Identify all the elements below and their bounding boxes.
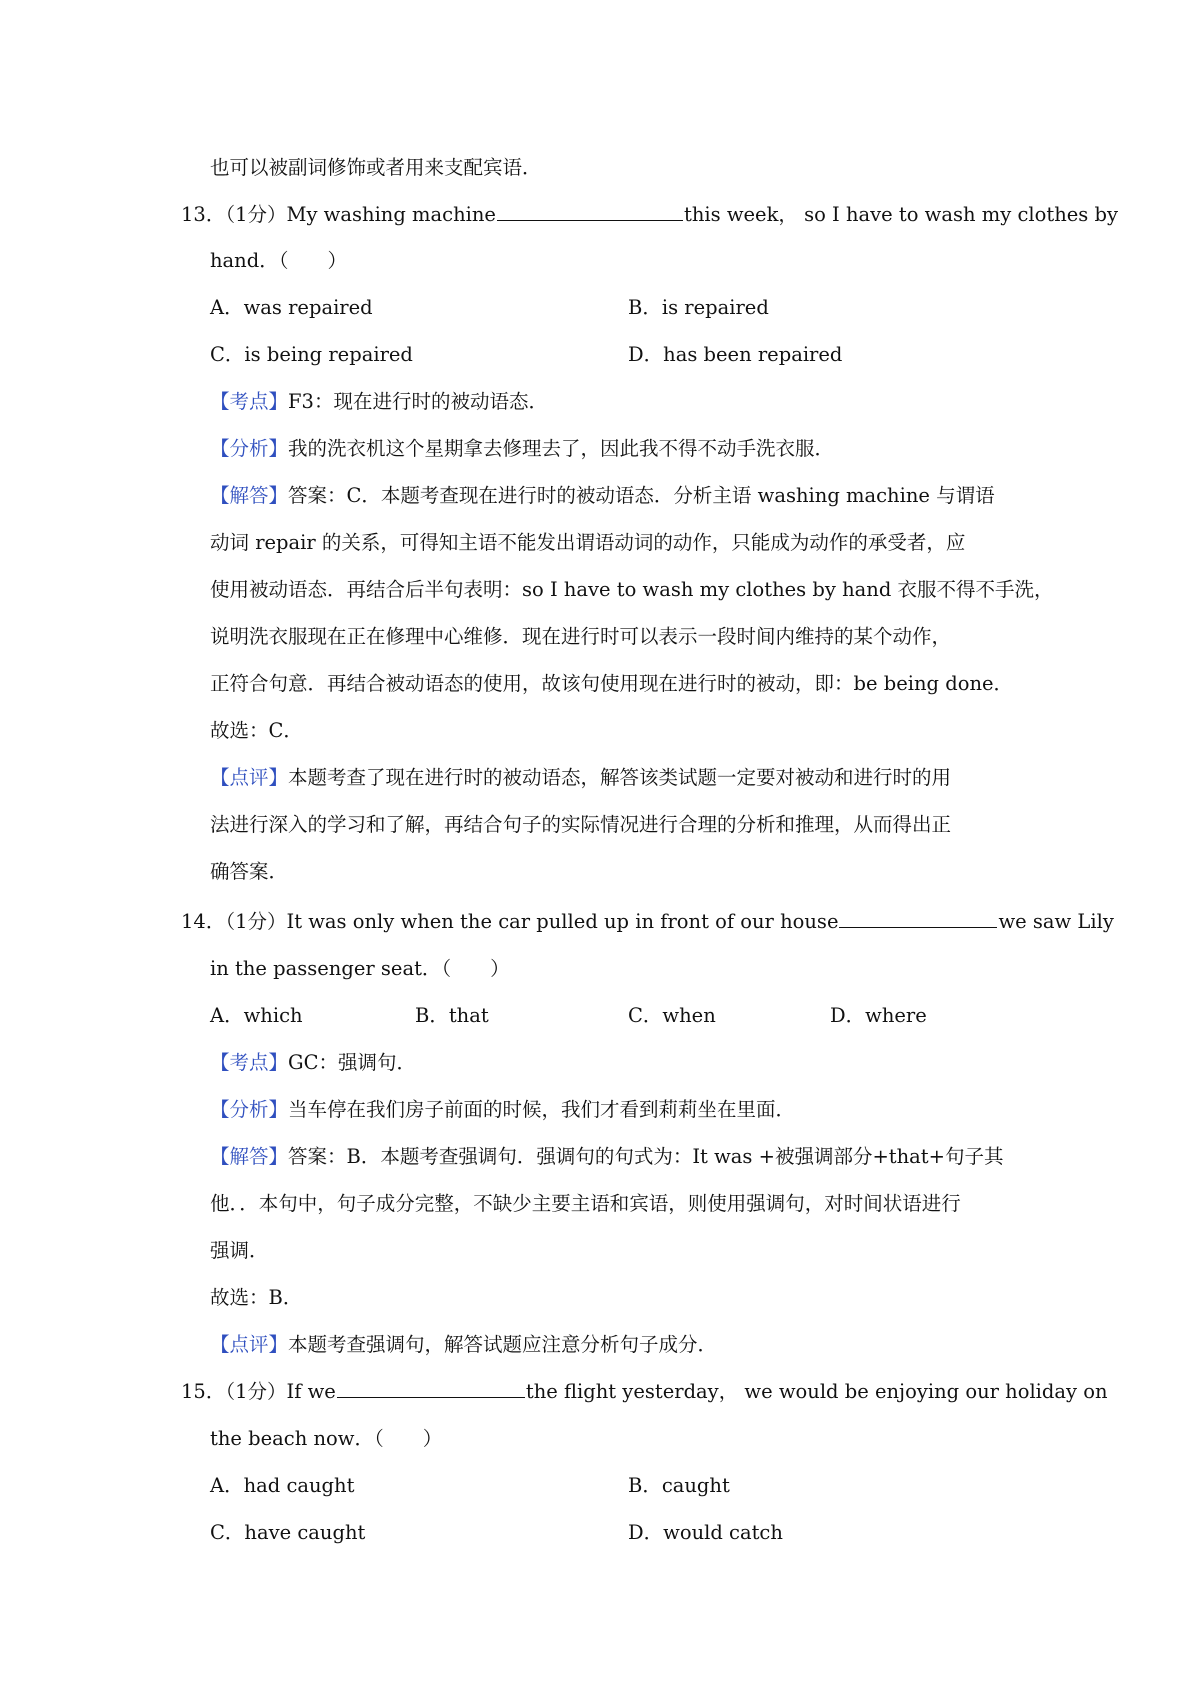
answer-blank — [497, 202, 683, 221]
q14-jieda-line-4: 故选：B． — [210, 1286, 303, 1309]
kaodian-tag: 【考点】 — [210, 390, 289, 413]
q13-kaodian: 【考点】F3：现在进行时的被动语态． — [210, 390, 548, 413]
question-score: （1分） — [225, 203, 287, 226]
q14-option-c[interactable]: C．when — [628, 1004, 716, 1027]
q15-option-d[interactable]: D．would catch — [628, 1521, 783, 1544]
jieda-tag: 【解答】 — [210, 484, 289, 507]
q13-option-b[interactable]: B．is repaired — [628, 296, 769, 319]
q13-jieda-line-6: 故选：C． — [210, 719, 303, 742]
q13-jieda-line-2: 动词 repair 的关系，可得知主语不能发出谓语动词的动作，只能成为动作的承受者，应 — [210, 531, 966, 554]
q14-kaodian: 【考点】GC：强调句． — [210, 1051, 417, 1074]
question-13-stem-line2: hand．（ ） — [210, 249, 347, 272]
q13-jieda-line-1: 【解答】答案：C．本题考查现在进行时的被动语态．分析主语 washing machine 与谓语 — [210, 484, 995, 507]
question-15-stem: 15．（1分）If we the flight yesterday， we would be enjoying our holiday on — [181, 1380, 1108, 1403]
q13-option-c[interactable]: C．is being repaired — [210, 343, 413, 366]
question-14-stem: 14．（1分）It was only when the car pulled up in front of our house we saw Lily — [181, 910, 1114, 933]
q13-jieda-line-3: 使用被动语态．再结合后半句表明：so I have to wash my clothes by hand 衣服不得不手洗， — [210, 578, 1054, 601]
q14-option-b[interactable]: B．that — [415, 1004, 489, 1027]
question-13-stem: 13．（1分）My washing machine this week， so I have to wash my clothes by — [181, 203, 1118, 226]
q13-dianping-line-2: 法进行深入的学习和了解，再结合句子的实际情况进行合理的分析和推理，从而得出正 — [210, 813, 952, 836]
jieda-tag: 【解答】 — [210, 1145, 289, 1168]
dianping-tag: 【点评】 — [210, 766, 289, 789]
q13-option-d[interactable]: D．has been repaired — [628, 343, 843, 366]
question-score: （1分） — [225, 910, 287, 933]
q14-option-a[interactable]: A．which — [210, 1004, 303, 1027]
intro-line: 也可以被副词修饰或者用来支配宾语． — [210, 156, 542, 179]
q14-dianping: 【点评】本题考查强调句，解答试题应注意分析句子成分． — [210, 1333, 718, 1356]
question-number: 14． — [181, 910, 226, 933]
q13-jieda-line-5: 正符合句意．再结合被动语态的使用，故该句使用现在进行时的被动，即：be being done． — [210, 672, 1014, 695]
q13-fenxi: 【分析】我的洗衣机这个星期拿去修理去了，因此我不得不动手洗衣服． — [210, 437, 835, 460]
question-14-stem-line2: in the passenger seat．（ ） — [210, 957, 510, 980]
q14-jieda-line-2: 他．．本句中，句子成分完整，不缺少主要主语和宾语，则使用强调句，对时间状语进行 — [210, 1192, 961, 1215]
q14-jieda-line-1: 【解答】答案：B．本题考查强调句．强调句的句式为：It was +被强调部分+that+句子其 — [210, 1145, 1004, 1168]
q15-option-b[interactable]: B．caught — [628, 1474, 730, 1497]
q15-option-a[interactable]: A．had caught — [210, 1474, 355, 1497]
q13-jieda-line-4: 说明洗衣服现在正在修理中心维修．现在进行时可以表示一段时间内维持的某个动作， — [210, 625, 952, 648]
q15-option-c[interactable]: C．have caught — [210, 1521, 366, 1544]
fenxi-tag: 【分析】 — [210, 437, 289, 460]
q14-fenxi: 【分析】当车停在我们房子前面的时候，我们才看到莉莉坐在里面． — [210, 1098, 796, 1121]
question-score: （1分） — [225, 1380, 287, 1403]
dianping-tag: 【点评】 — [210, 1333, 289, 1356]
answer-blank — [337, 1379, 525, 1398]
q14-jieda-line-3: 强调． — [210, 1239, 269, 1262]
question-number: 15． — [181, 1380, 226, 1403]
answer-blank — [839, 909, 997, 928]
q13-dianping-line-1: 【点评】本题考查了现在进行时的被动语态，解答该类试题一定要对被动和进行时的用 — [210, 766, 952, 789]
q13-dianping-line-3: 确答案． — [210, 860, 289, 883]
kaodian-tag: 【考点】 — [210, 1051, 289, 1074]
fenxi-tag: 【分析】 — [210, 1098, 289, 1121]
q14-option-d[interactable]: D．where — [830, 1004, 927, 1027]
question-15-stem-line2: the beach now．（ ） — [210, 1427, 443, 1450]
q13-option-a[interactable]: A．was repaired — [210, 296, 373, 319]
question-number: 13． — [181, 203, 226, 226]
